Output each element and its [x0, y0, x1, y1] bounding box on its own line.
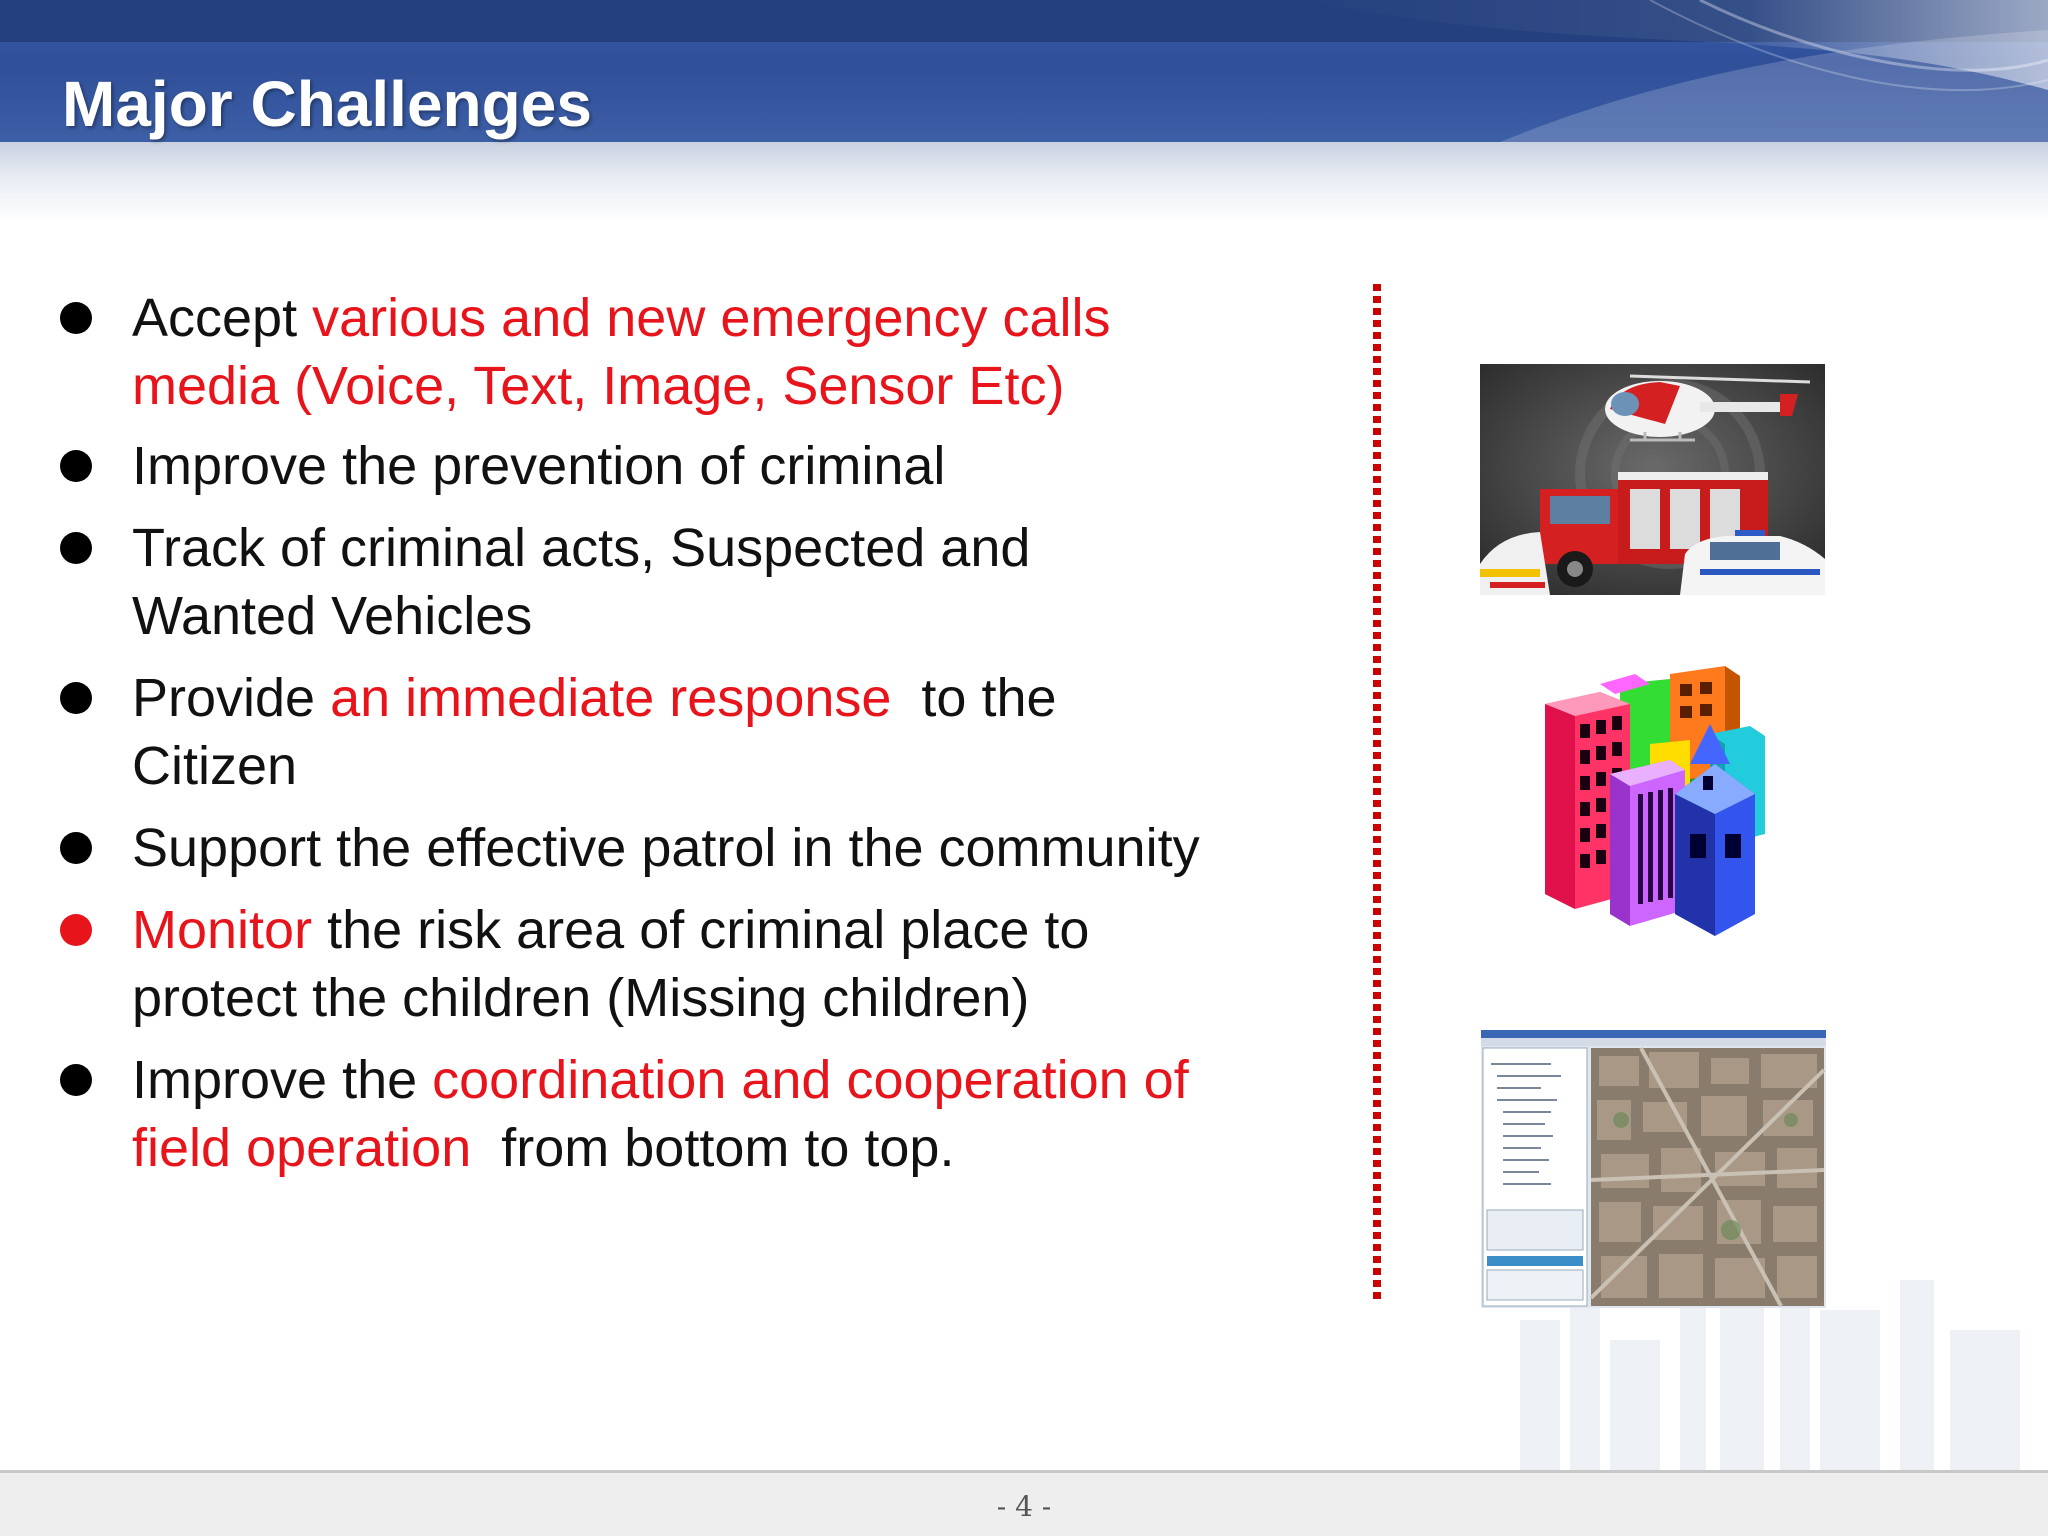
- list-item-text: [132, 1046, 1272, 1182]
- city-buildings-clipart: [1540, 664, 1770, 940]
- highlight-segment: various and new emergency calls: [312, 288, 1111, 348]
- list-item-text: [132, 514, 1272, 650]
- emergency-vehicles-photo: [1480, 364, 1825, 595]
- highlight-segment: field operation: [132, 1118, 472, 1178]
- text-segment: Improve the prevention of criminal: [132, 436, 946, 496]
- text-segment: protect the children (Missing children): [132, 968, 1030, 1028]
- page-number: - 4 -: [996, 1490, 1052, 1523]
- list-item-text: [132, 896, 1272, 1032]
- list-item-text: [132, 284, 1272, 420]
- text-segment: from bottom to top.: [471, 1118, 955, 1178]
- list-item-text: [132, 432, 1272, 500]
- text-segment: Provide: [132, 668, 331, 728]
- text-segment: Support the effective patrol in the community: [132, 818, 1200, 878]
- dotted-divider: [1373, 284, 1381, 1304]
- bullet-dot: [60, 450, 92, 482]
- slide-title: Major Challenges: [62, 68, 592, 140]
- bullet-dot: [60, 302, 92, 334]
- list-item-text: [132, 814, 1272, 882]
- bullet-dot: [60, 1064, 92, 1096]
- highlight-segment: media (Voice, Text, Image, Sensor Etc): [132, 356, 1065, 416]
- bullet-dot: [60, 682, 92, 714]
- bullet-dot-red: [60, 914, 92, 946]
- highlight-segment: an immediate response: [330, 668, 892, 728]
- text-segment: Wanted Vehicles: [132, 586, 533, 646]
- text-segment: the risk area of criminal place to: [312, 900, 1090, 960]
- list-item-text: [132, 664, 1272, 800]
- text-segment: to the: [891, 668, 1057, 728]
- bullet-dot: [60, 532, 92, 564]
- text-segment: Track of criminal acts, Suspected and: [132, 518, 1031, 578]
- text-segment: Citizen: [132, 736, 298, 796]
- highlight-segment: coordination and cooperation of: [432, 1050, 1189, 1110]
- highlight-segment: Monitor: [132, 900, 313, 960]
- bullet-dot: [60, 832, 92, 864]
- text-segment: Accept: [132, 288, 313, 348]
- text-segment: Improve the: [132, 1050, 433, 1110]
- gis-map-software-screenshot: [1481, 1030, 1826, 1308]
